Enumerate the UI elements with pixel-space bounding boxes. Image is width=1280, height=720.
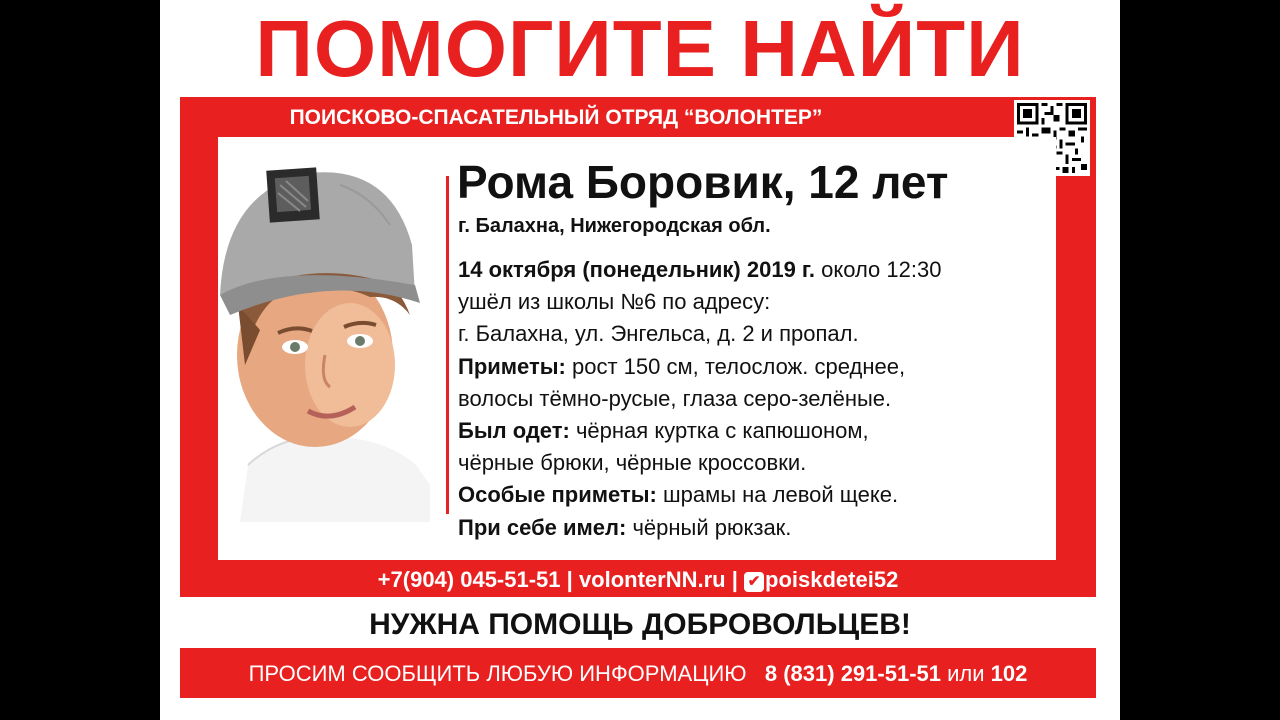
special-signs-text: шрамы на левой щеке. [656, 482, 899, 508]
description-block [458, 254, 941, 544]
organization-name: ПОИСКОВО-СПАСАТЕЛЬНЫЙ ОТРЯД “ВОЛОНТЕР” [289, 106, 823, 129]
missing-person-photo [220, 165, 430, 522]
date-line [458, 254, 941, 286]
report-phone: 8 (831) 291-51-51 [764, 661, 941, 686]
signs-label: Приметы: [458, 353, 566, 379]
location-line: г. Балахна, Нижегородская обл. [458, 215, 771, 237]
contacts-line [180, 564, 1096, 596]
date-label: 14 октября (понедельник) 2019 г. [458, 257, 815, 282]
left-school-line: ушёл из школы №6 по адресу: [458, 289, 771, 315]
missing-person-poster [160, 0, 1120, 720]
separator: | [566, 567, 573, 592]
report-line [180, 658, 1096, 690]
clothes-line [458, 415, 941, 447]
vk-logo-icon: ✔ [744, 572, 764, 592]
clothes-label: Был одет: [458, 418, 570, 444]
carried-label: При себе имел: [458, 514, 627, 540]
signs-text: рост 150 см, телослож. среднее, [565, 353, 906, 379]
clothes-text: чёрная куртка с капюшоном, [569, 418, 869, 444]
headline: ПОМОГИТЕ НАЙТИ [255, 4, 1025, 93]
address-line: г. Балахна, ул. Энгельса, д. 2 и пропал. [458, 321, 859, 347]
phone-number: +7(904) 045-51-51 [377, 567, 561, 592]
signs-line-2: волосы тёмно-русые, глаза серо-зелёные. [458, 385, 892, 411]
signs-line [458, 351, 941, 383]
separator: | [731, 567, 738, 592]
special-signs-line [458, 479, 941, 511]
report-short-number: 102 [990, 661, 1028, 686]
carried-text: чёрный рюкзак. [626, 514, 792, 540]
volunteers-needed: НУЖНА ПОМОЩЬ ДОБРОВОЛЬЦЕВ! [369, 608, 911, 641]
accent-divider [446, 176, 449, 514]
special-signs-label: Особые приметы: [458, 482, 657, 508]
website-link: volonterNN.ru [578, 567, 726, 592]
report-text: ПРОСИМ СООБЩИТЬ ЛЮБУЮ ИНФОРМАЦИЮ [248, 661, 747, 686]
carried-line [458, 512, 941, 544]
time-text: около 12:30 [815, 257, 942, 282]
missing-person-name: Рома Боровик, 12 лет [457, 156, 949, 208]
vk-handle: poiskdetei52 [765, 567, 899, 592]
report-or: или [947, 661, 985, 686]
clothes-line-2: чёрные брюки, чёрные кроссовки. [458, 450, 807, 476]
